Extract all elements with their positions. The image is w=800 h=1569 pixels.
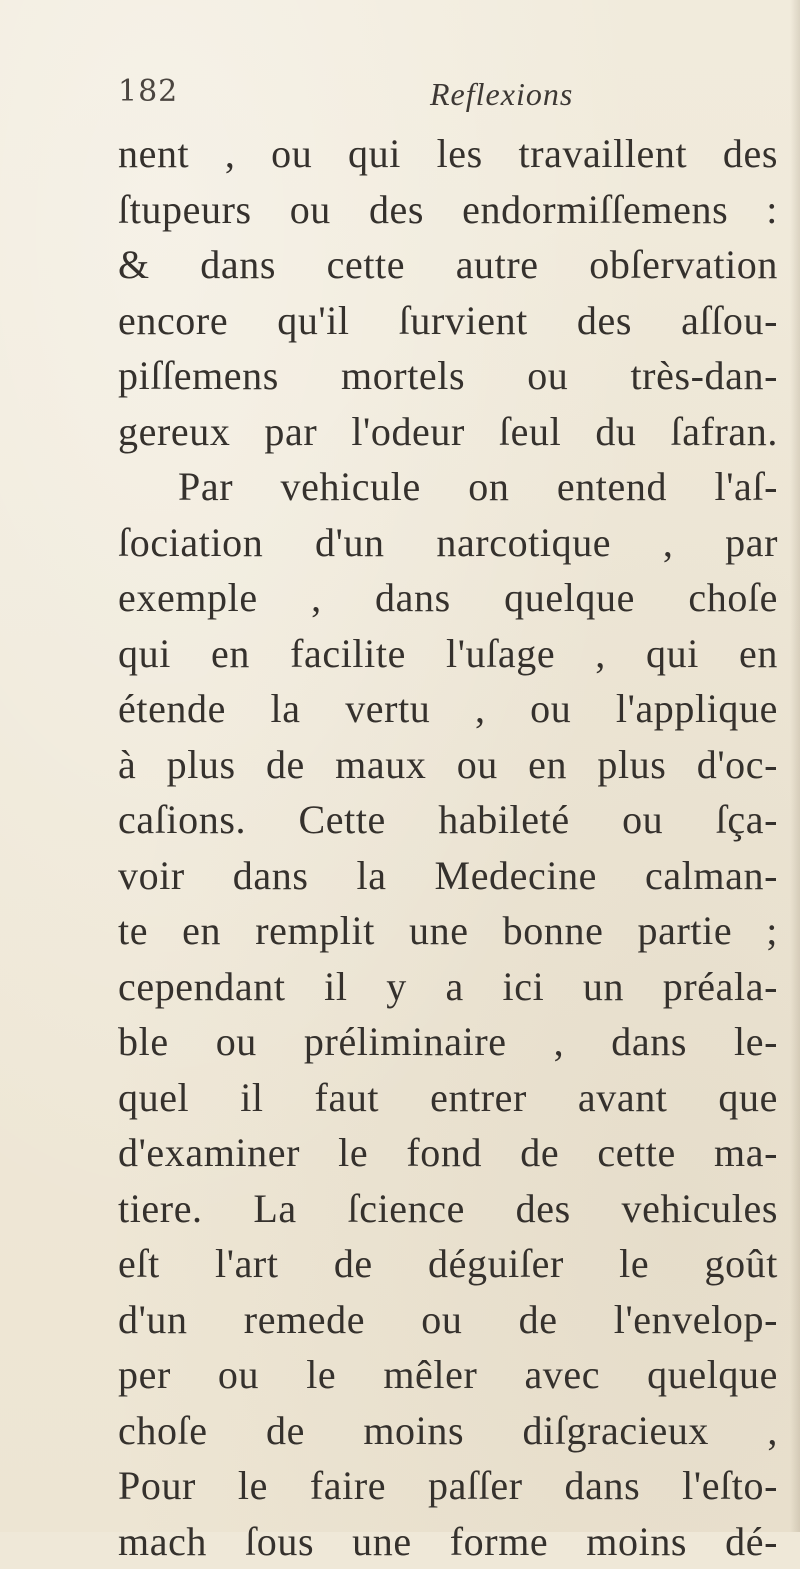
text-line-15: te en remplit une bonne partie ; [118, 903, 778, 959]
text-line-2: ſtupeurs ou des endormiſſemens : [118, 182, 778, 238]
text-line-4: encore qu'il ſurvient des aſſou- [118, 293, 778, 349]
text-line-23: per ou le mêler avec quelque [118, 1347, 778, 1403]
text-line-10: qui en facilite l'uſage , qui en [118, 626, 778, 682]
text-line-21: eſt l'art de déguiſer le goût [118, 1236, 778, 1292]
page-number: 182 [118, 74, 178, 109]
running-title: Reflexions [430, 76, 573, 113]
running-head [0, 74, 800, 118]
text-line-25: Pour le faire paſſer dans l'eſto- [118, 1458, 778, 1514]
text-line-13: caſions. Cette habileté ou ſça- [118, 792, 778, 848]
text-line-5: piſſemens mortels ou très-dan- [118, 348, 778, 404]
text-line-26: mach ſous une forme moins dé- [118, 1514, 778, 1569]
text-line-12: à plus de maux ou en plus d'oc- [118, 737, 778, 793]
text-line-16: cependant il y a ici un préala- [118, 959, 778, 1015]
text-line-17: ble ou préliminaire , dans le- [118, 1014, 778, 1070]
text-line-3: & dans cette autre obſervation [118, 237, 778, 293]
text-line-19: d'examiner le fond de cette ma- [118, 1125, 778, 1181]
text-line-1: nent , ou qui les travaillent des [118, 126, 778, 182]
text-line-14: voir dans la Medecine calman- [118, 848, 778, 904]
text-line-9: exemple , dans quelque choſe [118, 570, 778, 626]
text-line-7: Par vehicule on entend l'aſ- [118, 459, 778, 515]
body-text [118, 126, 778, 1569]
text-line-11: étende la vertu , ou l'applique [118, 681, 778, 737]
text-line-8: ſociation d'un narcotique , par [118, 515, 778, 571]
text-line-18: quel il faut entrer avant que [118, 1070, 778, 1126]
text-line-24: choſe de moins diſgracieux , [118, 1403, 778, 1459]
text-line-20: tiere. La ſcience des vehicules [118, 1181, 778, 1237]
text-line-6: gereux par l'odeur ſeul du ſafran. [118, 404, 778, 460]
text-line-22: d'un remede ou de l'envelop- [118, 1292, 778, 1348]
page-edge-shadow [790, 0, 800, 1532]
